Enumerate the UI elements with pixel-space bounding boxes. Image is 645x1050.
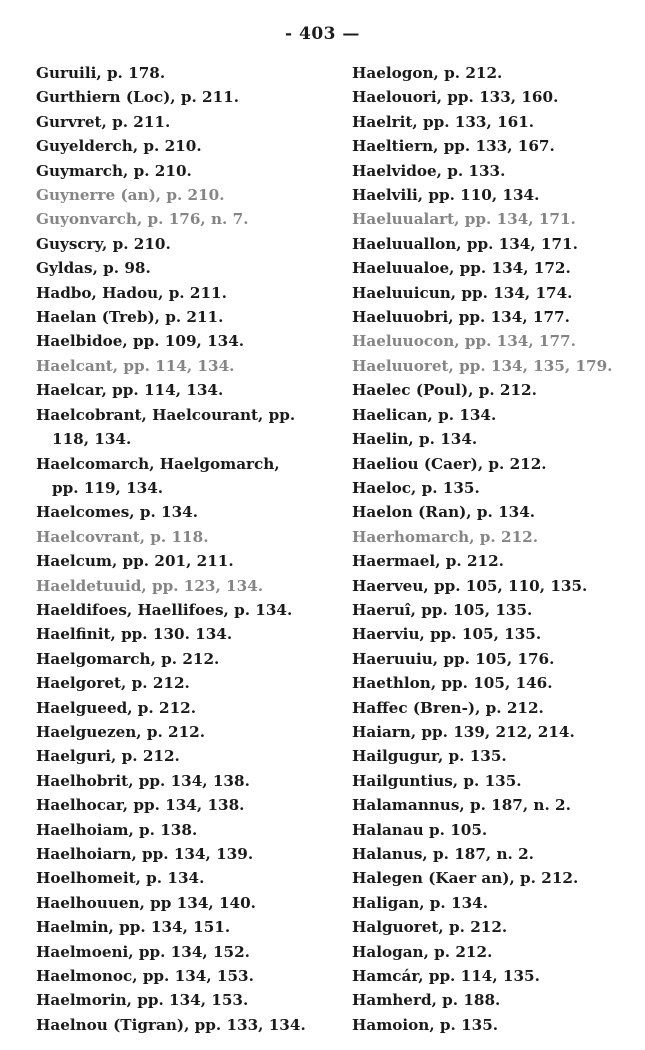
index-entry: Haeluuallon, pp. 134, 171. (352, 234, 578, 253)
index-column-right (352, 61, 632, 1037)
index-entry: Haelmin, pp. 134, 151. (36, 918, 231, 937)
index-entry: Haeruî, pp. 105, 135. (352, 600, 533, 619)
index-entry: Haermael, p. 212. (352, 552, 504, 571)
index-entry: Haelmonoc, pp. 134, 153. (36, 967, 254, 986)
index-entry: Hailgugur, p. 135. (352, 747, 507, 766)
index-entry: Haeloc, p. 135. (352, 478, 480, 497)
index-entry: Haeltiern, pp. 133, 167. (352, 137, 555, 156)
index-entry: Gurvret, p. 211. (36, 112, 171, 131)
index-entry: Haelouori, pp. 133, 160. (352, 88, 559, 107)
index-entry: Guynerre (an), p. 210. (36, 186, 225, 205)
index-entry: Haeruuiu, pp. 105, 176. (352, 649, 555, 668)
index-entry: Haelan (Treb), p. 211. (36, 308, 224, 327)
index-entry: Haelrit, pp. 133, 161. (352, 112, 535, 131)
index-entry: Haelbidoe, pp. 109, 134. (36, 332, 245, 351)
index-entry: Haelcar, pp. 114, 134. (36, 381, 224, 400)
index-entry: Haelfinit, pp. 130. 134. (36, 625, 233, 644)
index-entry: Hadbo, Hadou, p. 211. (36, 283, 227, 302)
index-entry: Hailguntius, p. 135. (352, 771, 522, 790)
index-entry: Guruili, p. 178. (36, 64, 166, 82)
index-entry: Haeluuicun, pp. 134, 174. (352, 283, 573, 302)
index-entry: Guymarch, p. 210. (36, 161, 192, 180)
index-entry: Guyscry, p. 210. (36, 234, 171, 253)
index-entry: Haligan, p. 134. (352, 893, 488, 912)
index-entry: Halanau p. 105. (352, 820, 488, 839)
index-entry: Gurthiern (Loc), p. 211. (36, 88, 240, 107)
index-entry: Halogan, p. 212. (352, 942, 493, 961)
index-entry: Haelgomarch, p. 212. (36, 649, 220, 668)
index-entry: Haelcant, pp. 114, 134. (36, 356, 235, 375)
index-entry: Haeluualoe, pp. 134, 172. (352, 259, 571, 278)
index-entry: Haeluuoret, pp. 134, 135, 179. (352, 356, 613, 375)
index-entry: Haerhomarch, p. 212. (352, 527, 538, 546)
index-entry: Haeldifoes, Haellifoes, p. 134. (36, 600, 293, 619)
index-entry: Haeliou (Caer), p. 212. (352, 454, 547, 473)
index-entry: Haelcomes, p. 134. (36, 503, 199, 522)
index-entry: Haelon (Ran), p. 134. (352, 503, 536, 522)
index-entry: Hamoion, p. 135. (352, 1015, 499, 1034)
index-entry: Haelin, p. 134. (352, 430, 478, 449)
index-entry: Haelhouuen, pp 134, 140. (36, 893, 256, 912)
index-entry: Haelhoiam, p. 138. (36, 820, 198, 839)
index-entry: Haelmorin, pp. 134, 153. (36, 991, 249, 1010)
index-entry: Haiarn, pp. 139, 212, 214. (352, 722, 575, 741)
index-entry: Haelmoeni, pp. 134, 152. (36, 942, 250, 961)
index-entry: Haeluualart, pp. 134, 171. (352, 210, 576, 229)
index-entry: Halegen (Kaer an), p. 212. (352, 869, 579, 888)
index-entry: Haeluuocon, pp. 134, 177. (352, 332, 576, 351)
index-entry: Haelvili, pp. 110, 134. (352, 186, 540, 205)
index-entry: Haerviu, pp. 105, 135. (352, 625, 542, 644)
index-entry: Hamherd, p. 188. (352, 991, 501, 1010)
index-entry: Gyldas, p. 98. (36, 259, 151, 278)
index-entry: Halamannus, p. 187, n. 2. (352, 796, 571, 815)
index-entry: Haelgueed, p. 212. (36, 698, 196, 717)
index-entry: Guyonvarch, p. 176, n. 7. (36, 210, 249, 229)
index-entry: Haelguri, p. 212. (36, 747, 180, 766)
index-entry: Haerveu, pp. 105, 110, 135. (352, 576, 588, 595)
page-number: - 403 — (285, 24, 360, 44)
index-entry: Haelcovrant, p. 118. (36, 527, 209, 546)
index-entry: Guyelderch, p. 210. (36, 137, 202, 156)
index-entry: Haeldetuuid, pp. 123, 134. (36, 576, 264, 595)
index-entry: Haffec (Bren-), p. 212. (352, 698, 544, 717)
index-entry: Haethlon, pp. 105, 146. (352, 674, 553, 693)
index-entry: Haelhocar, pp. 134, 138. (36, 796, 245, 815)
index-entry: Halanus, p. 187, n. 2. (352, 845, 534, 863)
index-entry: Haelican, p. 134. (352, 405, 497, 424)
index-entry: Haeluuobri, pp. 134, 177. (352, 308, 570, 327)
index-entry: Haelhoiarn, pp. 134, 139. (36, 845, 254, 863)
index-entry: Haelhobrit, pp. 134, 138. (36, 771, 250, 790)
index-column-left (36, 61, 311, 1037)
index-entry: Haelec (Poul), p. 212. (352, 381, 537, 400)
index-entry: Hoelhomeit, p. 134. (36, 869, 205, 888)
index-entry: Haelnou (Tigran), pp. 133, 134. (36, 1015, 306, 1034)
index-entry: Haelvidoe, p. 133. (352, 161, 506, 180)
index-entry: Haelcomarch, Haelgomarch, pp. 119, 134. (36, 454, 280, 497)
index-entry: Halguoret, p. 212. (352, 918, 508, 937)
index-entry: Haelguezen, p. 212. (36, 722, 206, 741)
index-entry: Haelgoret, p. 212. (36, 674, 190, 693)
index-entry: Hamcár, pp. 114, 135. (352, 967, 540, 986)
index-entry: Haelogon, p. 212. (352, 64, 503, 82)
index-entry: Haelcum, pp. 201, 211. (36, 552, 234, 571)
index-entry: Haelcobrant, Haelcourant, pp. 118, 134. (36, 405, 296, 449)
